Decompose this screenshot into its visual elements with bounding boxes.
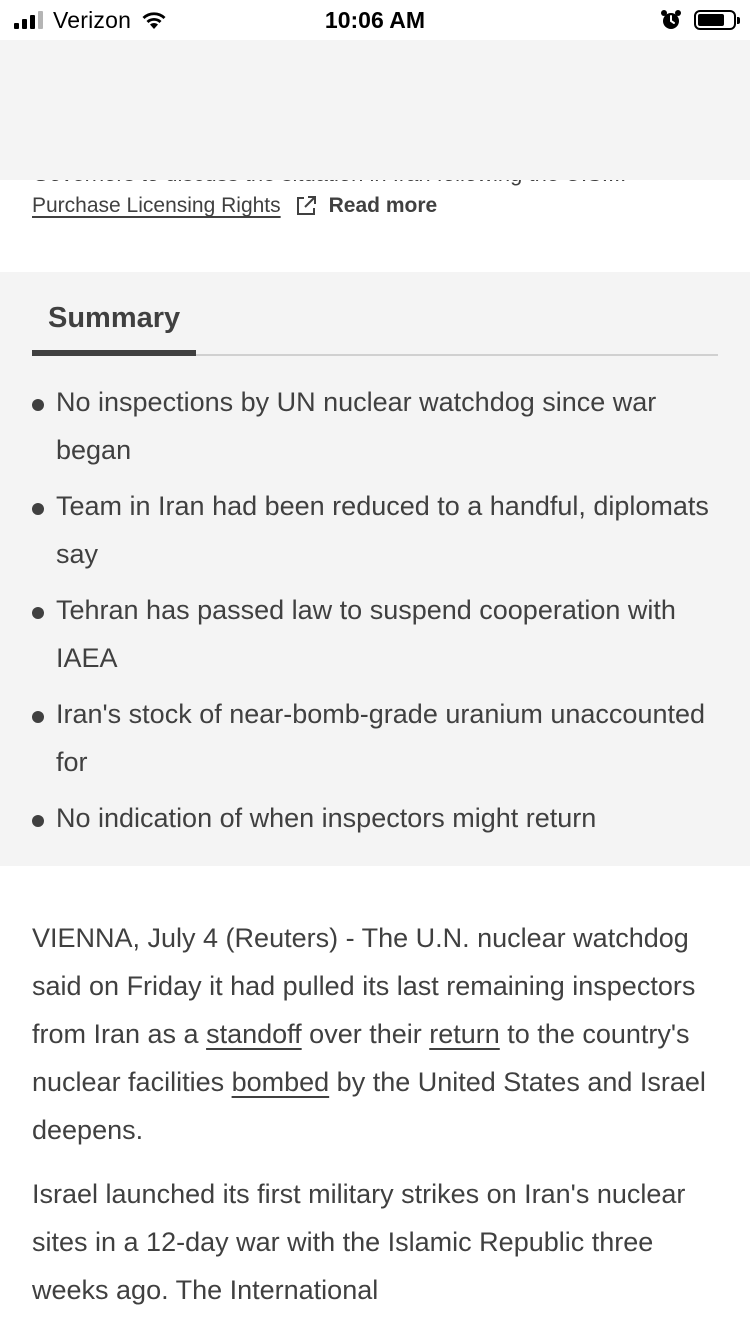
summary-bullet: Team in Iran had been reduced to a handful, diplomats say — [32, 482, 722, 578]
status-bar — [0, 0, 750, 40]
paragraph-text: over their — [301, 1019, 430, 1049]
paragraph-text: to the country's nuclear facilities — [32, 1019, 690, 1097]
summary-section — [0, 272, 750, 866]
summary-bullet: No indication of when inspectors might return — [32, 794, 722, 842]
alarm-icon — [660, 9, 682, 31]
paragraph-text: by the United States and Israel deepens. — [32, 1067, 706, 1145]
bombed-link[interactable]: bombed — [231, 1067, 330, 1097]
summary-list — [32, 378, 722, 850]
header-placeholder — [0, 40, 750, 180]
standoff-link[interactable]: standoff — [206, 1019, 302, 1049]
return-link[interactable]: return — [429, 1019, 500, 1049]
article-paragraph-1 — [32, 914, 722, 1154]
carrier-name: Verizon — [53, 6, 132, 33]
read-more-button[interactable]: Read more — [328, 194, 438, 217]
summary-bullet: Iran's stock of near-bomb-grade uranium unaccounted for — [32, 690, 722, 786]
article-paragraph-2: Israel launched its first military strikes on Iran's nuclear sites in a 12-day war with the Islamic Republic three weeks ago. The International — [32, 1179, 686, 1305]
summary-bullet: Tehran has passed law to suspend cooperation with IAEA — [32, 586, 722, 682]
clock: 10:06 AM — [324, 7, 426, 33]
summary-tabs — [32, 272, 718, 356]
battery-icon — [694, 10, 736, 30]
article-body — [32, 914, 722, 1330]
tab-summary[interactable]: Summary — [32, 274, 196, 356]
caption-actions — [32, 190, 437, 222]
summary-bullet: No inspections by UN nuclear watchdog since war began — [32, 378, 722, 474]
purchase-licensing-link[interactable]: Purchase Licensing Rights — [32, 194, 281, 217]
paragraph-text: VIENNA, July 4 (Reuters) - The U.N. nuclear watchdog said on Friday it had pulled its last remaining inspectors from Iran as a — [32, 923, 696, 1049]
external-link-icon[interactable] — [295, 195, 317, 217]
